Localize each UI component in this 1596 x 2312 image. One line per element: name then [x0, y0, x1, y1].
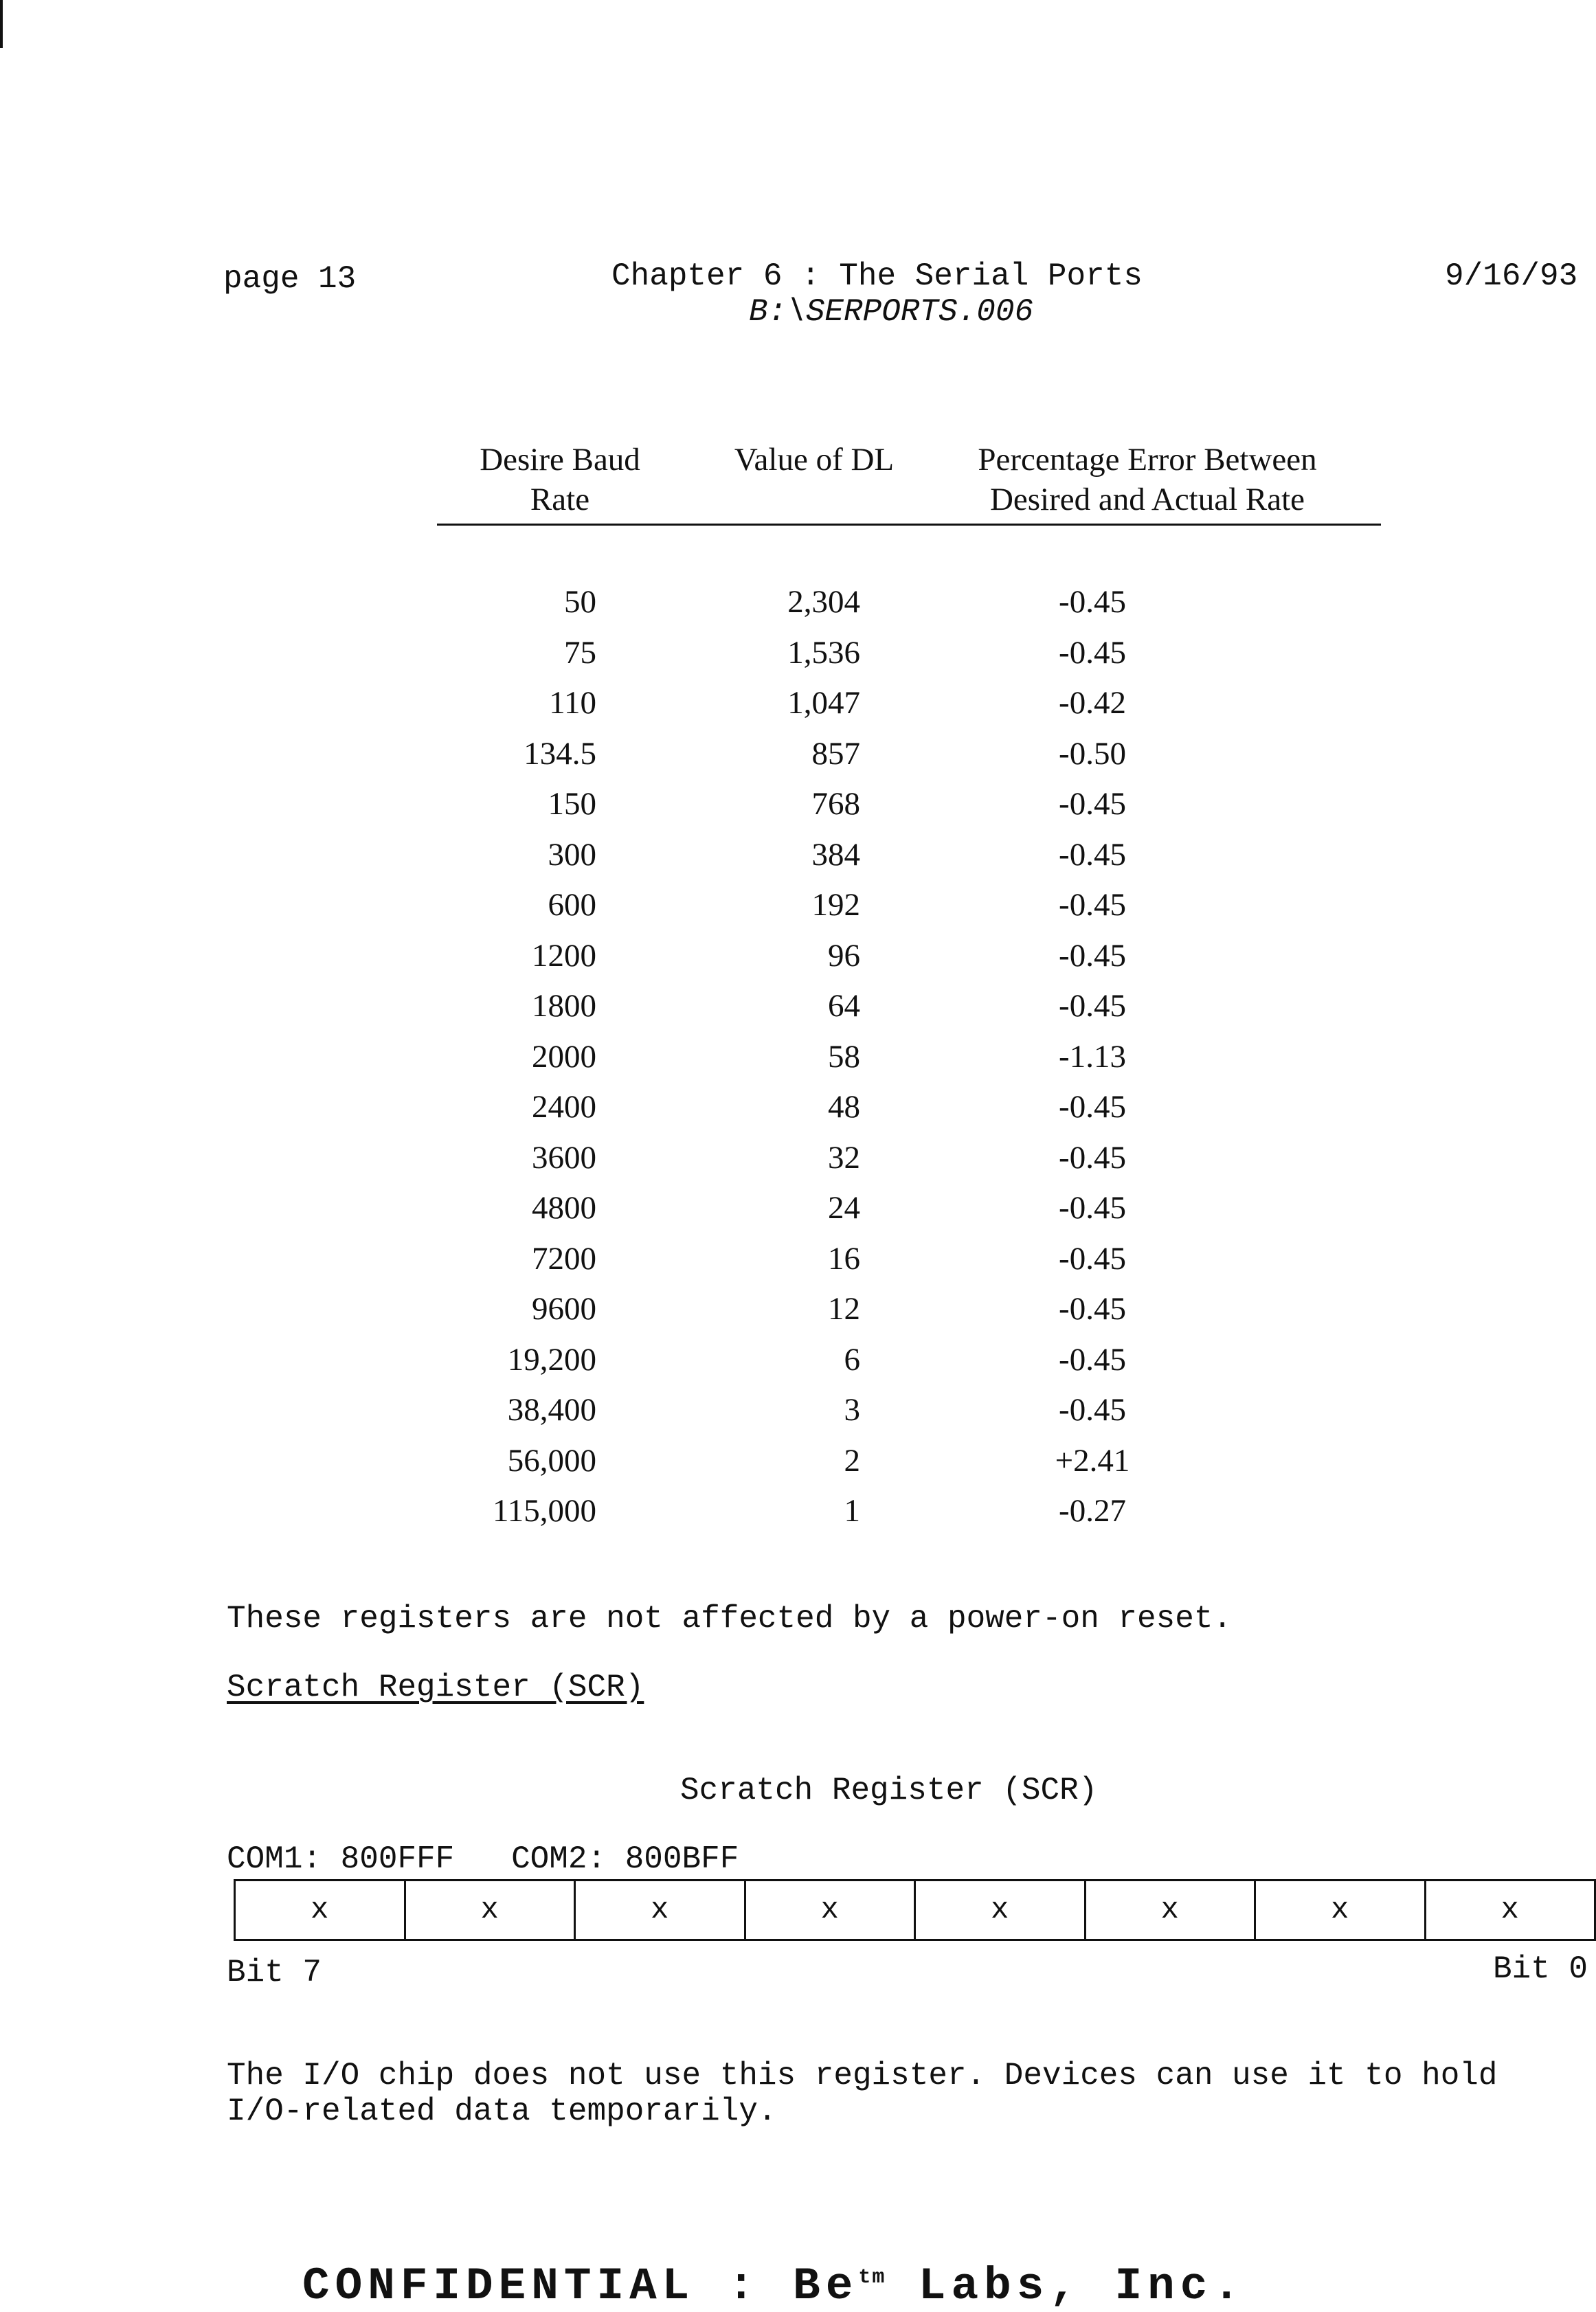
dl-value-cell: 384 [811, 836, 860, 873]
dl-value-cell: 16 [828, 1240, 860, 1277]
baud-rate-cell: 3600 [532, 1139, 596, 1176]
table-row [0, 935, 1596, 986]
table-row [0, 733, 1596, 784]
dl-value-cell: 2 [844, 1442, 860, 1479]
error-percent-cell: -0.27 [1059, 1493, 1126, 1529]
error-percent-cell: -0.42 [1059, 685, 1126, 721]
error-percent-cell: -0.45 [1059, 786, 1126, 822]
document-date: 9/16/93 [1445, 258, 1578, 294]
register-addresses: COM1: 800FFF COM2: 800BFF [227, 1841, 739, 1877]
table-row [0, 1288, 1596, 1339]
reset-note: These registers are not affected by a power-on reset. [227, 1601, 1233, 1637]
error-percent-cell: -0.45 [1059, 1240, 1126, 1277]
baud-rate-cell: 4800 [532, 1190, 596, 1226]
error-percent-cell: -0.45 [1059, 634, 1126, 671]
dl-value-cell: 32 [828, 1139, 860, 1176]
dl-value-cell: 1,536 [787, 634, 860, 671]
file-path: B:\SERPORTS.006 [749, 294, 1034, 330]
description-line-1: The I/O chip does not use this register. Devices can use it to hold [227, 2058, 1498, 2094]
baud-rate-cell: 38,400 [507, 1392, 596, 1428]
dl-value-cell: 192 [811, 887, 860, 923]
baud-rate-cell: 7200 [532, 1240, 596, 1277]
table-row [0, 783, 1596, 834]
dl-value-cell: 6 [844, 1341, 860, 1378]
error-percent-cell: -0.45 [1059, 1139, 1126, 1176]
description-line-2: I/O-related data temporarily. [227, 2094, 777, 2129]
register-bit-cell: x [406, 1881, 576, 1939]
footer-trademark: tm [858, 2266, 886, 2289]
col-header-baud [447, 440, 673, 519]
table-row [0, 1490, 1596, 1541]
dl-value-cell: 24 [828, 1190, 860, 1226]
register-bit-cell: x [1086, 1881, 1257, 1939]
col-header-error-line2: Desired and Actual Rate [989, 482, 1305, 517]
diagram-title: Scratch Register (SCR) [680, 1773, 1098, 1808]
error-percent-cell: -0.45 [1059, 1190, 1126, 1226]
table-row [0, 1440, 1596, 1491]
table-row [0, 1339, 1596, 1390]
footer-left-text: CONFIDENTIAL : Be [302, 2260, 859, 2312]
dl-value-cell: 1,047 [787, 685, 860, 721]
scan-edge-mark [0, 0, 3, 48]
baud-rate-cell: 300 [548, 836, 596, 873]
page-number: page 13 [223, 261, 357, 297]
table-row [0, 1187, 1596, 1238]
register-bit-cell: x [746, 1881, 917, 1939]
baud-rate-cell: 1200 [532, 937, 596, 974]
table-row [0, 985, 1596, 1036]
dl-value-cell: 64 [828, 988, 860, 1024]
table-row [0, 581, 1596, 632]
dl-value-cell: 48 [828, 1089, 860, 1125]
col-header-dl-text: Value of DL [734, 442, 895, 478]
error-percent-cell: +2.41 [1055, 1442, 1130, 1479]
register-bit-cell: x [1256, 1881, 1426, 1939]
error-percent-cell: -0.50 [1059, 735, 1126, 772]
error-percent-cell: -0.45 [1059, 1341, 1126, 1378]
register-bit-cell: x [576, 1881, 746, 1939]
baud-rate-cell: 2400 [532, 1089, 596, 1125]
table-row [0, 1036, 1596, 1087]
dl-value-cell: 857 [811, 735, 860, 772]
dl-value-cell: 2,304 [787, 584, 860, 620]
col-header-error [934, 440, 1360, 519]
error-percent-cell: -0.45 [1059, 584, 1126, 620]
dl-value-cell: 768 [811, 786, 860, 822]
table-row [0, 1137, 1596, 1188]
footer-right-text: Labs, Inc. [886, 2260, 1246, 2312]
baud-rate-cell: 9600 [532, 1291, 596, 1327]
table-row [0, 632, 1596, 683]
error-percent-cell: -0.45 [1059, 1392, 1126, 1428]
table-row [0, 682, 1596, 733]
baud-rate-cell: 1800 [532, 988, 596, 1024]
baud-rate-cell: 75 [564, 634, 596, 671]
baud-rate-cell: 19,200 [507, 1341, 596, 1378]
bit-high-label: Bit 7 [227, 1955, 322, 1990]
error-percent-cell: -0.45 [1059, 1089, 1126, 1125]
register-bit-cell: x [236, 1881, 406, 1939]
section-heading: Scratch Register (SCR) [227, 1670, 644, 1705]
dl-value-cell: 1 [844, 1493, 860, 1529]
dl-value-cell: 58 [828, 1038, 860, 1075]
chapter-title: Chapter 6 : The Serial Ports [611, 258, 1143, 294]
table-row [0, 1086, 1596, 1137]
confidential-footer [302, 2260, 1246, 2312]
baud-rate-cell: 150 [548, 786, 596, 822]
dl-value-cell: 12 [828, 1291, 860, 1327]
col-header-error-line1: Percentage Error Between [978, 442, 1317, 478]
table-row [0, 834, 1596, 885]
error-percent-cell: -1.13 [1059, 1038, 1126, 1075]
table-header-rule [437, 524, 1381, 526]
col-header-dl [708, 440, 921, 480]
error-percent-cell: -0.45 [1059, 836, 1126, 873]
register-bit-diagram [234, 1879, 1596, 1941]
baud-rate-cell: 50 [564, 584, 596, 620]
baud-rate-cell: 600 [548, 887, 596, 923]
error-percent-cell: -0.45 [1059, 988, 1126, 1024]
bit-low-label: Bit 0 [1493, 1951, 1588, 1987]
baud-table-body [0, 581, 1596, 1541]
col-header-baud-line2: Rate [530, 482, 590, 517]
baud-rate-cell: 134.5 [524, 735, 596, 772]
error-percent-cell: -0.45 [1059, 887, 1126, 923]
baud-rate-cell: 115,000 [492, 1493, 596, 1529]
register-bit-cell: x [916, 1881, 1086, 1939]
col-header-baud-line1: Desire Baud [480, 442, 640, 478]
table-row [0, 1389, 1596, 1440]
error-percent-cell: -0.45 [1059, 1291, 1126, 1327]
error-percent-cell: -0.45 [1059, 937, 1126, 974]
table-row [0, 884, 1596, 935]
register-bit-cell: x [1501, 1893, 1519, 1927]
baud-rate-cell: 2000 [532, 1038, 596, 1075]
baud-rate-cell: 110 [549, 685, 596, 721]
baud-rate-cell: 56,000 [507, 1442, 596, 1479]
dl-value-cell: 3 [844, 1392, 860, 1428]
dl-value-cell: 96 [828, 937, 860, 974]
table-row [0, 1238, 1596, 1289]
